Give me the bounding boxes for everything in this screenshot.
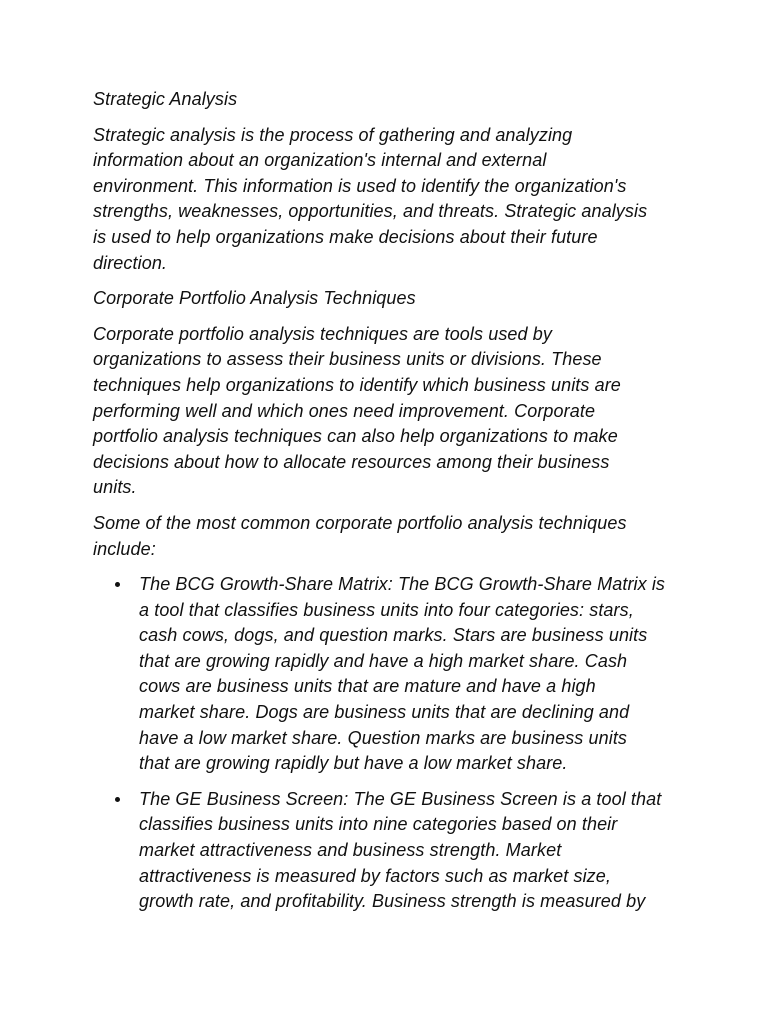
list-item-line: cash cows, dogs, and question marks. Stars are business units	[139, 625, 648, 646]
heading-strategic-analysis	[93, 87, 680, 113]
paragraph-line: include:	[93, 538, 156, 559]
paragraph-line: techniques help organizations to identify which business units are	[93, 374, 621, 395]
heading-text: Corporate Portfolio Analysis Techniques	[93, 288, 416, 309]
paragraph-line: direction.	[93, 252, 168, 273]
paragraph-line: Some of the most common corporate portfolio analysis techniques	[93, 512, 627, 533]
paragraph-line: Strategic analysis is the process of gathering and analyzing	[93, 124, 573, 145]
bullet-icon	[115, 582, 120, 587]
list-item-line: cows are business units that are mature and have a high	[139, 676, 596, 697]
heading-text: Strategic Analysis	[93, 89, 238, 109]
list-item-line: have a low market share. Question marks are business units	[139, 727, 628, 748]
list-item-line: growth rate, and profitability. Business strength is measured by	[139, 891, 646, 912]
paragraph-line: environment. This information is used to identify the organization's	[93, 175, 627, 196]
techniques-list	[93, 572, 680, 915]
bullet-icon	[115, 797, 120, 802]
list-item-line: market attractiveness and business strength. Market	[139, 840, 562, 861]
paragraph-line: portfolio analysis techniques can also help organizations to make	[93, 426, 618, 447]
list-item-line: attractiveness is measured by factors such as market size,	[139, 865, 611, 886]
list-item-line: a tool that classifies business units into four categories: stars,	[139, 599, 634, 620]
heading-corporate-portfolio	[93, 286, 680, 312]
paragraph-strategic-analysis	[93, 123, 680, 277]
list-item-line: The GE Business Screen: The GE Business Screen is a tool that	[139, 788, 662, 809]
list-item-bcg-matrix	[93, 572, 680, 777]
paragraph-line: performing well and which ones need improvement. Corporate	[93, 400, 596, 421]
list-item-line: classifies business units into nine categories based on their	[139, 814, 618, 835]
list-item-line: that are growing rapidly but have a low market share.	[139, 753, 568, 774]
paragraph-line: decisions about how to allocate resources among their business	[93, 451, 610, 472]
list-item-ge-screen	[93, 787, 680, 915]
list-item-line: that are growing rapidly and have a high market share. Cash	[139, 650, 628, 671]
paragraph-common-techniques	[93, 511, 680, 562]
paragraph-line: Corporate portfolio analysis techniques are tools used by	[93, 323, 552, 344]
paragraph-line: is used to help organizations make decisions about their future	[93, 226, 598, 247]
list-item-line: The BCG Growth-Share Matrix: The BCG Growth-Share Matrix is	[139, 574, 666, 595]
list-item-line: market share. Dogs are business units that are declining and	[139, 702, 630, 723]
paragraph-line: units.	[93, 477, 137, 498]
paragraph-line: strengths, weaknesses, opportunities, and threats. Strategic analysis	[93, 201, 648, 222]
paragraph-corporate-portfolio	[93, 322, 680, 501]
paragraph-line: organizations to assess their business units or divisions. These	[93, 349, 602, 370]
paragraph-line: information about an organization's internal and external	[93, 150, 547, 171]
